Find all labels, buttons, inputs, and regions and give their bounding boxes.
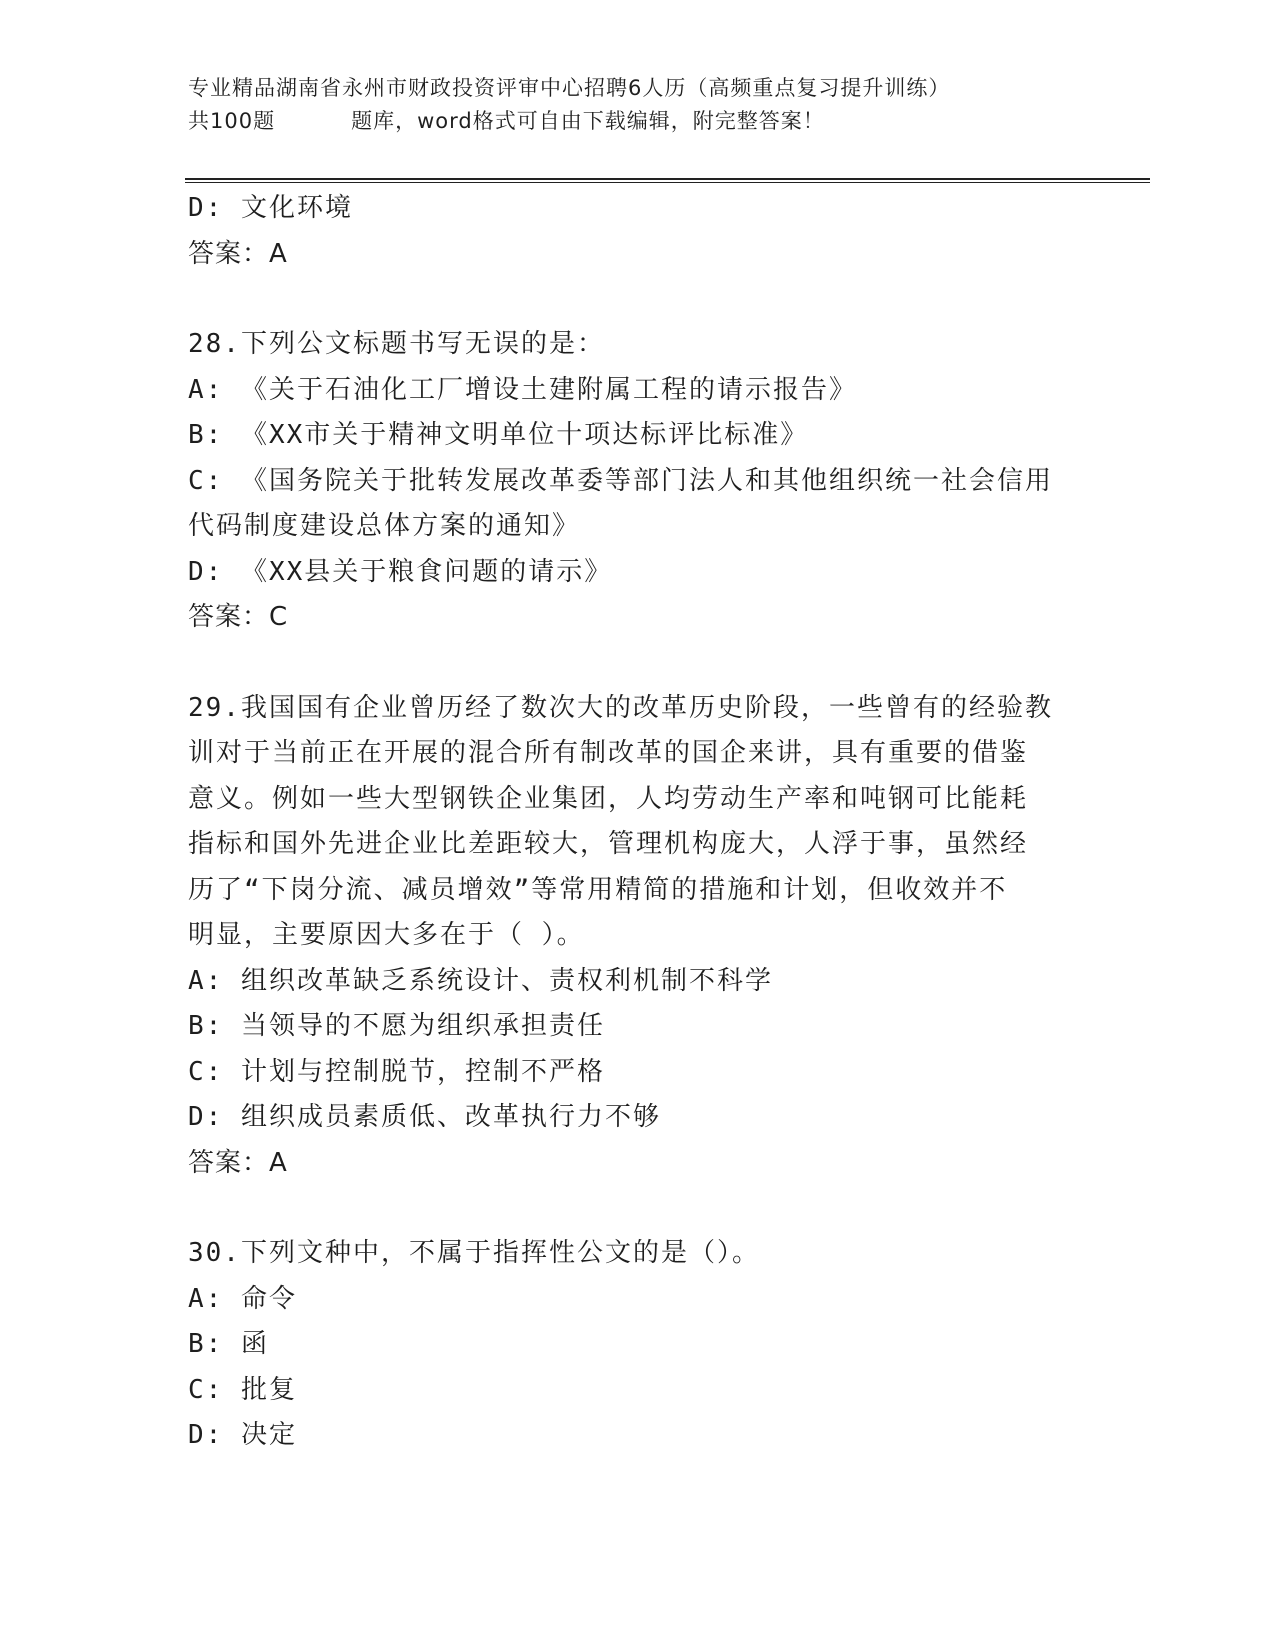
q29-option-b: B: 当领导的不愿为组织承担责任 — [188, 1011, 605, 1041]
q29-answer: 答案：A — [188, 1147, 288, 1178]
q29-option-c: C: 计划与控制脱节，控制不严格 — [188, 1056, 605, 1087]
header-divider-thin — [185, 182, 1150, 183]
q30-stem: 30.下列文种中，不属于指挥性公文的是（）。 — [188, 1238, 760, 1268]
q29-stem-line: 29.我国国有企业曾历经了数次大的改革历史阶段，一些曾有的经验教 — [188, 692, 1053, 723]
question-content — [188, 186, 1088, 1459]
q29-stem-line: 历了“下岗分流、减员增效”等常用精简的措施和计划，但收效并不 — [188, 874, 1008, 905]
q28-answer: 答案：C — [188, 602, 289, 632]
q30-option-b: B: 函 — [188, 1329, 269, 1359]
header-description: 题库，word格式可自由下载编辑，附完整答案！ — [351, 109, 825, 133]
q28-option-b: B: 《XX市关于精神文明单位十项达标评比标准》 — [188, 420, 809, 450]
q30-option-a: A: 命令 — [188, 1283, 297, 1314]
header-question-count: 共100题 — [188, 109, 276, 133]
q28-option-a: A: 《关于石油化工厂增设土建附属工程的请示报告》 — [188, 374, 857, 405]
page-header — [188, 72, 1108, 138]
q29-stem — [188, 686, 1088, 959]
q29-stem-line: 意义。例如一些大型钢铁企业集团，人均劳动生产率和吨钢可比能耗 — [188, 783, 1029, 814]
header-subtitle-line — [188, 105, 1108, 138]
header-divider-thick — [185, 178, 1150, 180]
q28-stem: 28.下列公文标题书写无误的是： — [188, 329, 605, 359]
prev-option-d: D: 文化环境 — [188, 193, 353, 223]
q29-stem-line: 指标和国外先进企业比差距较大，管理机构庞大，人浮于事，虽然经 — [188, 829, 1029, 859]
q29-option-a: A: 组织改革缺乏系统设计、责权利机制不科学 — [188, 965, 773, 996]
q28-option-c-line1: C: 《国务院关于批转发展改革委等部门法人和其他组织统一社会信用 — [188, 465, 1053, 496]
q30-option-d: D: 决定 — [188, 1420, 297, 1450]
prev-answer: 答案：A — [188, 238, 288, 269]
q29-stem-line: 训对于当前正在开展的混合所有制改革的国企来讲，具有重要的借鉴 — [188, 738, 1029, 768]
header-title-line: 专业精品湖南省永州市财政投资评审中心招聘6人历（高频重点复习提升训练） — [188, 76, 951, 100]
q29-stem-line: 明显，主要原因大多在于（ ）。 — [188, 920, 585, 950]
q28-option-c-line2: 代码制度建设总体方案的通知》 — [188, 511, 581, 541]
q28-option-d: D: 《XX县关于粮食问题的请示》 — [188, 556, 613, 587]
q29-option-d: D: 组织成员素质低、改革执行力不够 — [188, 1102, 661, 1132]
q30-option-c: C: 批复 — [188, 1374, 297, 1405]
